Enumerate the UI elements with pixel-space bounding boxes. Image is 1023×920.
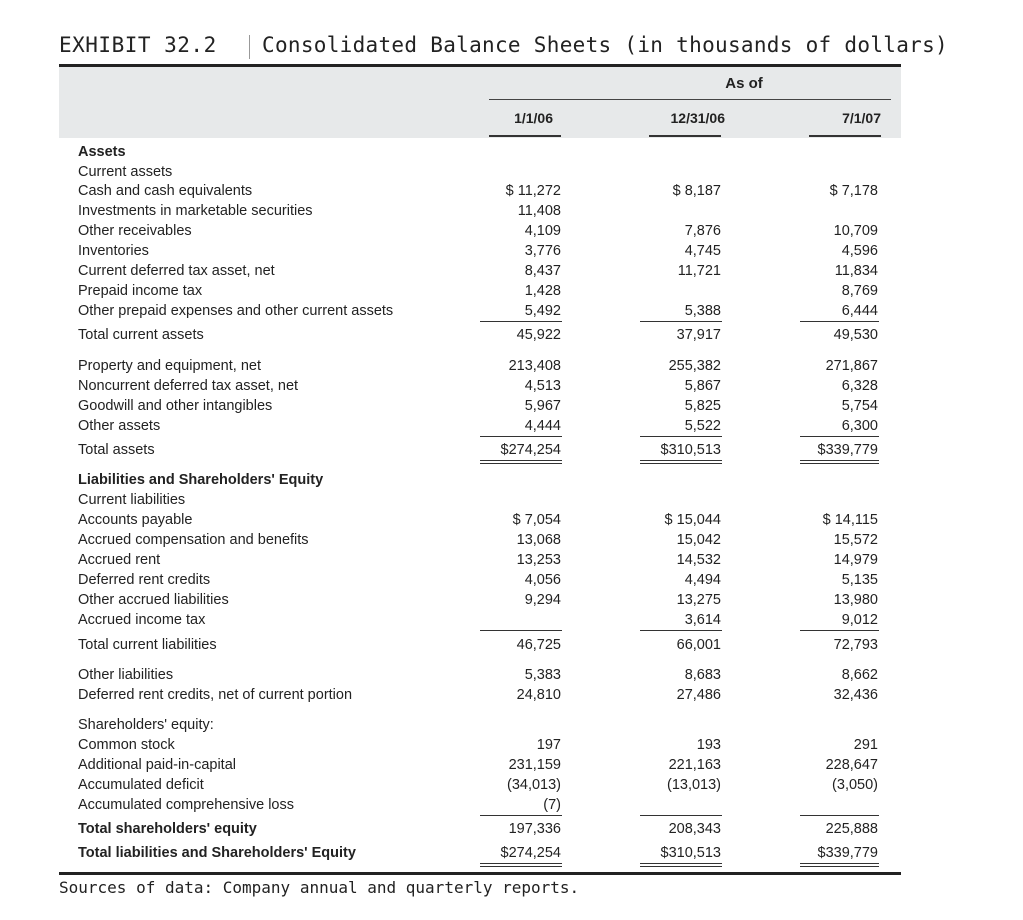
row-label: Liabilities and Shareholders' Equity — [78, 472, 324, 488]
cell-value: 11,834 — [834, 263, 878, 279]
row-label: Other accrued liabilities — [78, 592, 229, 608]
cell-value: 213,408 — [508, 358, 561, 374]
cell-value: 5,492 — [524, 303, 561, 319]
cell-underline — [640, 463, 722, 464]
cell-value: 3,776 — [524, 243, 561, 259]
cell-value: 8,662 — [841, 667, 878, 683]
cell-value: (7) — [543, 797, 561, 813]
row-label: Deferred rent credits — [78, 572, 211, 588]
cell-value: 49,530 — [833, 327, 878, 343]
cell-value: 66,001 — [676, 637, 721, 653]
cell-underline — [480, 321, 562, 322]
cell-value: 4,596 — [841, 243, 878, 259]
cell-underline — [800, 463, 879, 464]
cell-value: 9,012 — [841, 612, 878, 628]
cell-value: $310,513 — [660, 442, 721, 458]
cell-underline — [800, 460, 879, 461]
cell-underline — [800, 630, 879, 631]
cell-underline — [800, 321, 879, 322]
cell-underline — [800, 866, 879, 867]
column-header-3: 7/1/07 — [842, 110, 881, 126]
cell-value: 4,513 — [524, 378, 561, 394]
cell-value: 13,980 — [833, 592, 878, 608]
cell-value: 8,437 — [524, 263, 561, 279]
cell-value: $ 11,272 — [505, 183, 561, 199]
cell-value: 255,382 — [668, 358, 721, 374]
cell-value: 72,793 — [833, 637, 878, 653]
cell-underline — [480, 866, 562, 867]
cell-underline — [640, 863, 722, 864]
cell-value: 8,769 — [841, 283, 878, 299]
row-label: Accumulated deficit — [78, 777, 204, 793]
cell-value: 4,745 — [684, 243, 721, 259]
row-label: Total liabilities and Shareholders' Equity — [78, 845, 356, 861]
cell-value: 193 — [696, 737, 721, 753]
row-label: Other receivables — [78, 223, 192, 239]
cell-underline — [480, 463, 562, 464]
cell-underline — [480, 815, 562, 816]
row-label: Accrued compensation and benefits — [78, 532, 309, 548]
cell-value: 5,754 — [841, 398, 878, 414]
cell-value: 6,300 — [841, 418, 878, 434]
cell-value: 4,109 — [524, 223, 561, 239]
cell-value: 4,494 — [684, 572, 721, 588]
cell-underline — [640, 630, 722, 631]
cell-value: 7,876 — [684, 223, 721, 239]
cell-value: (3,050) — [832, 777, 878, 793]
cell-value: $274,254 — [500, 845, 561, 861]
column-header-2: 12/31/06 — [670, 110, 725, 126]
row-label: Assets — [78, 144, 126, 160]
as-of-label: As of — [725, 75, 763, 92]
row-label: Common stock — [78, 737, 175, 753]
cell-value: 5,867 — [684, 378, 721, 394]
row-label: Prepaid income tax — [78, 283, 203, 299]
cell-value: 221,163 — [668, 757, 721, 773]
bottom-rule — [59, 872, 901, 875]
cell-value: $ 15,044 — [664, 512, 721, 528]
cell-underline — [640, 866, 722, 867]
row-label: Property and equipment, net — [78, 358, 261, 374]
row-label: Goodwill and other intangibles — [78, 398, 273, 414]
cell-value: 13,068 — [516, 532, 561, 548]
cell-value: 9,294 — [524, 592, 561, 608]
cell-underline — [800, 815, 879, 816]
cell-underline — [800, 436, 879, 437]
cell-value: 32,436 — [833, 687, 878, 703]
cell-value: 197,336 — [508, 821, 561, 837]
cell-value: 1,428 — [524, 283, 561, 299]
cell-underline — [480, 630, 562, 631]
row-label: Investments in marketable securities — [78, 203, 313, 219]
cell-value: 5,135 — [841, 572, 878, 588]
exhibit-number: EXHIBIT 32.2 — [59, 33, 217, 57]
row-label: Cash and cash equivalents — [78, 183, 253, 199]
cell-value: 291 — [853, 737, 878, 753]
cell-value: 11,408 — [517, 203, 561, 219]
cell-value: 37,917 — [676, 327, 721, 343]
row-label: Total current liabilities — [78, 637, 217, 653]
row-label: Deferred rent credits, net of current portion — [78, 687, 353, 703]
row-label: Current deferred tax asset, net — [78, 263, 275, 279]
row-label: Accumulated comprehensive loss — [78, 797, 294, 813]
cell-value: 6,328 — [841, 378, 878, 394]
cell-underline — [640, 436, 722, 437]
cell-value: 46,725 — [516, 637, 561, 653]
cell-value: 13,253 — [516, 552, 561, 568]
row-label: Total shareholders' equity — [78, 821, 257, 837]
cell-value: 4,444 — [524, 418, 561, 434]
row-label: Shareholders' equity: — [78, 717, 214, 733]
cell-value: 197 — [536, 737, 561, 753]
cell-value: 5,825 — [684, 398, 721, 414]
cell-value: (13,013) — [666, 777, 721, 793]
row-label: Total current assets — [78, 327, 204, 343]
cell-value: 27,486 — [676, 687, 721, 703]
cell-underline — [640, 815, 722, 816]
cell-value: 14,979 — [833, 552, 878, 568]
cell-underline — [480, 863, 562, 864]
row-label: Accounts payable — [78, 512, 193, 528]
cell-value: 228,647 — [825, 757, 878, 773]
cell-value: (34,013) — [506, 777, 561, 793]
row-label: Current liabilities — [78, 492, 186, 508]
cell-value: 5,383 — [524, 667, 561, 683]
cell-value: $ 7,054 — [512, 512, 561, 528]
cell-value: $ 14,115 — [822, 512, 878, 528]
cell-value: 14,532 — [676, 552, 721, 568]
exhibit-title: Consolidated Balance Sheets (in thousands of dollars) — [262, 33, 948, 57]
source-note: Sources of data: Company annual and quarterly reports. — [59, 878, 580, 897]
cell-value: 13,275 — [676, 592, 721, 608]
row-label: Accrued income tax — [78, 612, 206, 628]
row-label: Other prepaid expenses and other current assets — [78, 303, 394, 319]
cell-value: $339,779 — [817, 845, 878, 861]
cell-underline — [640, 321, 722, 322]
cell-value: $ 7,178 — [829, 183, 878, 199]
cell-value: $274,254 — [500, 442, 561, 458]
cell-value: $310,513 — [660, 845, 721, 861]
cell-value: 5,967 — [524, 398, 561, 414]
cell-value: 10,709 — [833, 223, 878, 239]
column-header-1: 1/1/06 — [514, 110, 553, 126]
cell-value: 5,522 — [684, 418, 721, 434]
cell-value: $ 8,187 — [672, 183, 721, 199]
cell-underline — [480, 460, 562, 461]
cell-value: 8,683 — [684, 667, 721, 683]
cell-value: 45,922 — [516, 327, 561, 343]
row-label: Other assets — [78, 418, 161, 434]
row-label: Inventories — [78, 243, 149, 259]
cell-value: 15,042 — [676, 532, 721, 548]
cell-value: 24,810 — [516, 687, 561, 703]
row-label: Other liabilities — [78, 667, 174, 683]
cell-underline — [640, 460, 722, 461]
row-label: Noncurrent deferred tax asset, net — [78, 378, 299, 394]
row-label: Total assets — [78, 442, 155, 458]
cell-value: 208,343 — [668, 821, 721, 837]
cell-underline — [480, 436, 562, 437]
cell-value: 5,388 — [684, 303, 721, 319]
cell-value: 15,572 — [833, 532, 878, 548]
cell-value: 271,867 — [825, 358, 878, 374]
cell-value: 4,056 — [524, 572, 561, 588]
cell-value: 11,721 — [677, 263, 721, 279]
row-label: Current assets — [78, 164, 173, 180]
cell-value: $339,779 — [817, 442, 878, 458]
cell-value: 231,159 — [508, 757, 561, 773]
row-label: Accrued rent — [78, 552, 161, 568]
cell-value: 225,888 — [825, 821, 878, 837]
cell-underline — [800, 863, 879, 864]
cell-value: 3,614 — [684, 612, 721, 628]
row-label: Additional paid-in-capital — [78, 757, 236, 773]
cell-value: 6,444 — [841, 303, 878, 319]
